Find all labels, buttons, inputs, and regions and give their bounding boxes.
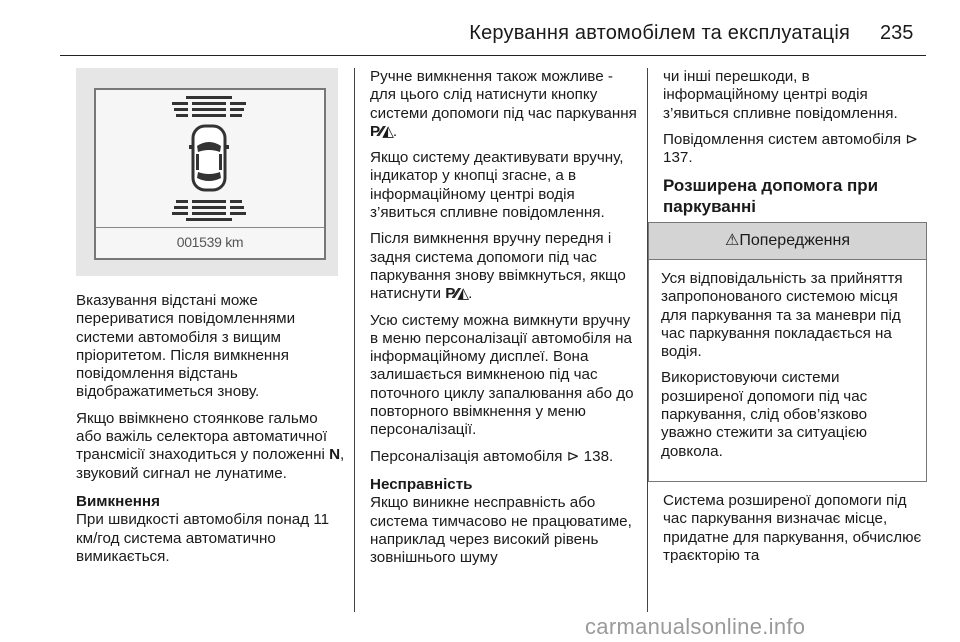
text: .: [468, 285, 473, 303]
page-header-title: Керування автомобілем та експлуатація: [469, 22, 850, 44]
paragraph: При швидкості автомобіля понад 11 км/год система автоматично вимикається.: [76, 511, 330, 565]
paragraph: [663, 131, 925, 168]
text: Ручне вимкнення також можливе - для цього слід натиснути кнопку системи допомоги під час паркування: [370, 68, 637, 122]
warning-body: [649, 260, 926, 461]
page-reference-link[interactable]: 137.: [663, 149, 693, 167]
warning-title: Попередження: [739, 232, 851, 249]
text: .: [392, 122, 398, 140]
paragraph: чи інші перешкоди, в інформаційному центрі водія з’явиться спливне повідомлення.: [663, 68, 898, 122]
paragraph: [370, 68, 638, 141]
display-divider: [96, 227, 324, 228]
text: Повідомлення систем автомобіля: [663, 130, 906, 148]
park-assist-button-icon: P⁄⁄◭: [370, 122, 393, 140]
warning-header: [649, 223, 926, 260]
column-3-continued: [663, 492, 925, 573]
paragraph: Система розширеної допомоги під час паркування визначає місце, придатне для паркування, обчислює траєкторію та: [663, 492, 922, 564]
park-assist-button-icon: P⁄⁄◭: [445, 285, 469, 303]
odometer-readout: 001539 km: [176, 234, 244, 250]
gear-n-label: N: [329, 446, 341, 464]
ref-arrow-icon: ⊳: [905, 130, 919, 148]
column-1: [76, 292, 346, 574]
text: Після вимкнення вручну передня і задня система допомоги під час паркування знову ввімкнуться, якщо натиснути: [370, 230, 626, 303]
column-2: [370, 68, 638, 575]
text: Персоналізація автомобіля: [370, 447, 567, 465]
watermark: carmanualsonline.info: [585, 614, 806, 639]
text: Якщо ввімкнено стоянкове гальмо або важіль селектора автоматичної трансмісії знаходиться у положенні: [76, 409, 330, 464]
text: , звуковий сигнал не лунатиме.: [76, 446, 345, 482]
warning-triangle-icon: ⚠: [724, 232, 740, 249]
parking-sensor-car-icon: [96, 90, 324, 226]
ref-arrow-icon: ⊳: [566, 447, 580, 465]
page-reference-link[interactable]: 138.: [583, 447, 614, 465]
warning-box: [648, 222, 927, 482]
paragraph: Вказування відстані може перериватися повідомленнями системи автомобіля з вищим пріоритетом. Після вимкнення повідомлення відстань відображатиметься знову.: [76, 292, 296, 401]
page-number: 235: [880, 22, 914, 44]
paragraph: Усю систему можна вимкнути вручну в меню персоналізації автомобіля на інформаційному дисплеї. Вона залишається вимкненою під час поточного циклу запалювання або до повторного ввімкнення у меню персоналізації.: [370, 311, 634, 439]
paragraph: Якщо виникне несправність або система тимчасово не працюватиме, наприклад через високий рівень зовнішнього шуму: [370, 494, 632, 567]
warning-paragraph: Використовуючи системи розширеної допомоги під час паркування, слід обов’язково уважно стежити за ситуацією довкола.: [661, 369, 868, 460]
paragraph: [370, 448, 638, 466]
paragraph: [370, 230, 638, 303]
paragraph: [76, 410, 346, 483]
parking-distance-figure: [76, 68, 338, 276]
column-3: [663, 68, 925, 227]
header-rule: [60, 55, 926, 56]
warning-paragraph: Уся відповідальність за прийняття запропонованого системою місця для паркування та за маневри під час паркування покладається на водія.: [661, 270, 903, 361]
display-screen: [94, 88, 326, 260]
section-heading-fault: Несправність: [370, 475, 473, 493]
section-heading-off: Вимкнення: [76, 492, 160, 510]
paragraph: Якщо систему деактивувати вручну, індикатор у кнопці згасне, а в інформаційному центрі водія з’явиться спливне повідомлення.: [370, 149, 624, 222]
column-divider-1: [354, 68, 355, 612]
section-heading-advanced-park-assist: Розширена допомога при паркуванні: [663, 176, 879, 217]
